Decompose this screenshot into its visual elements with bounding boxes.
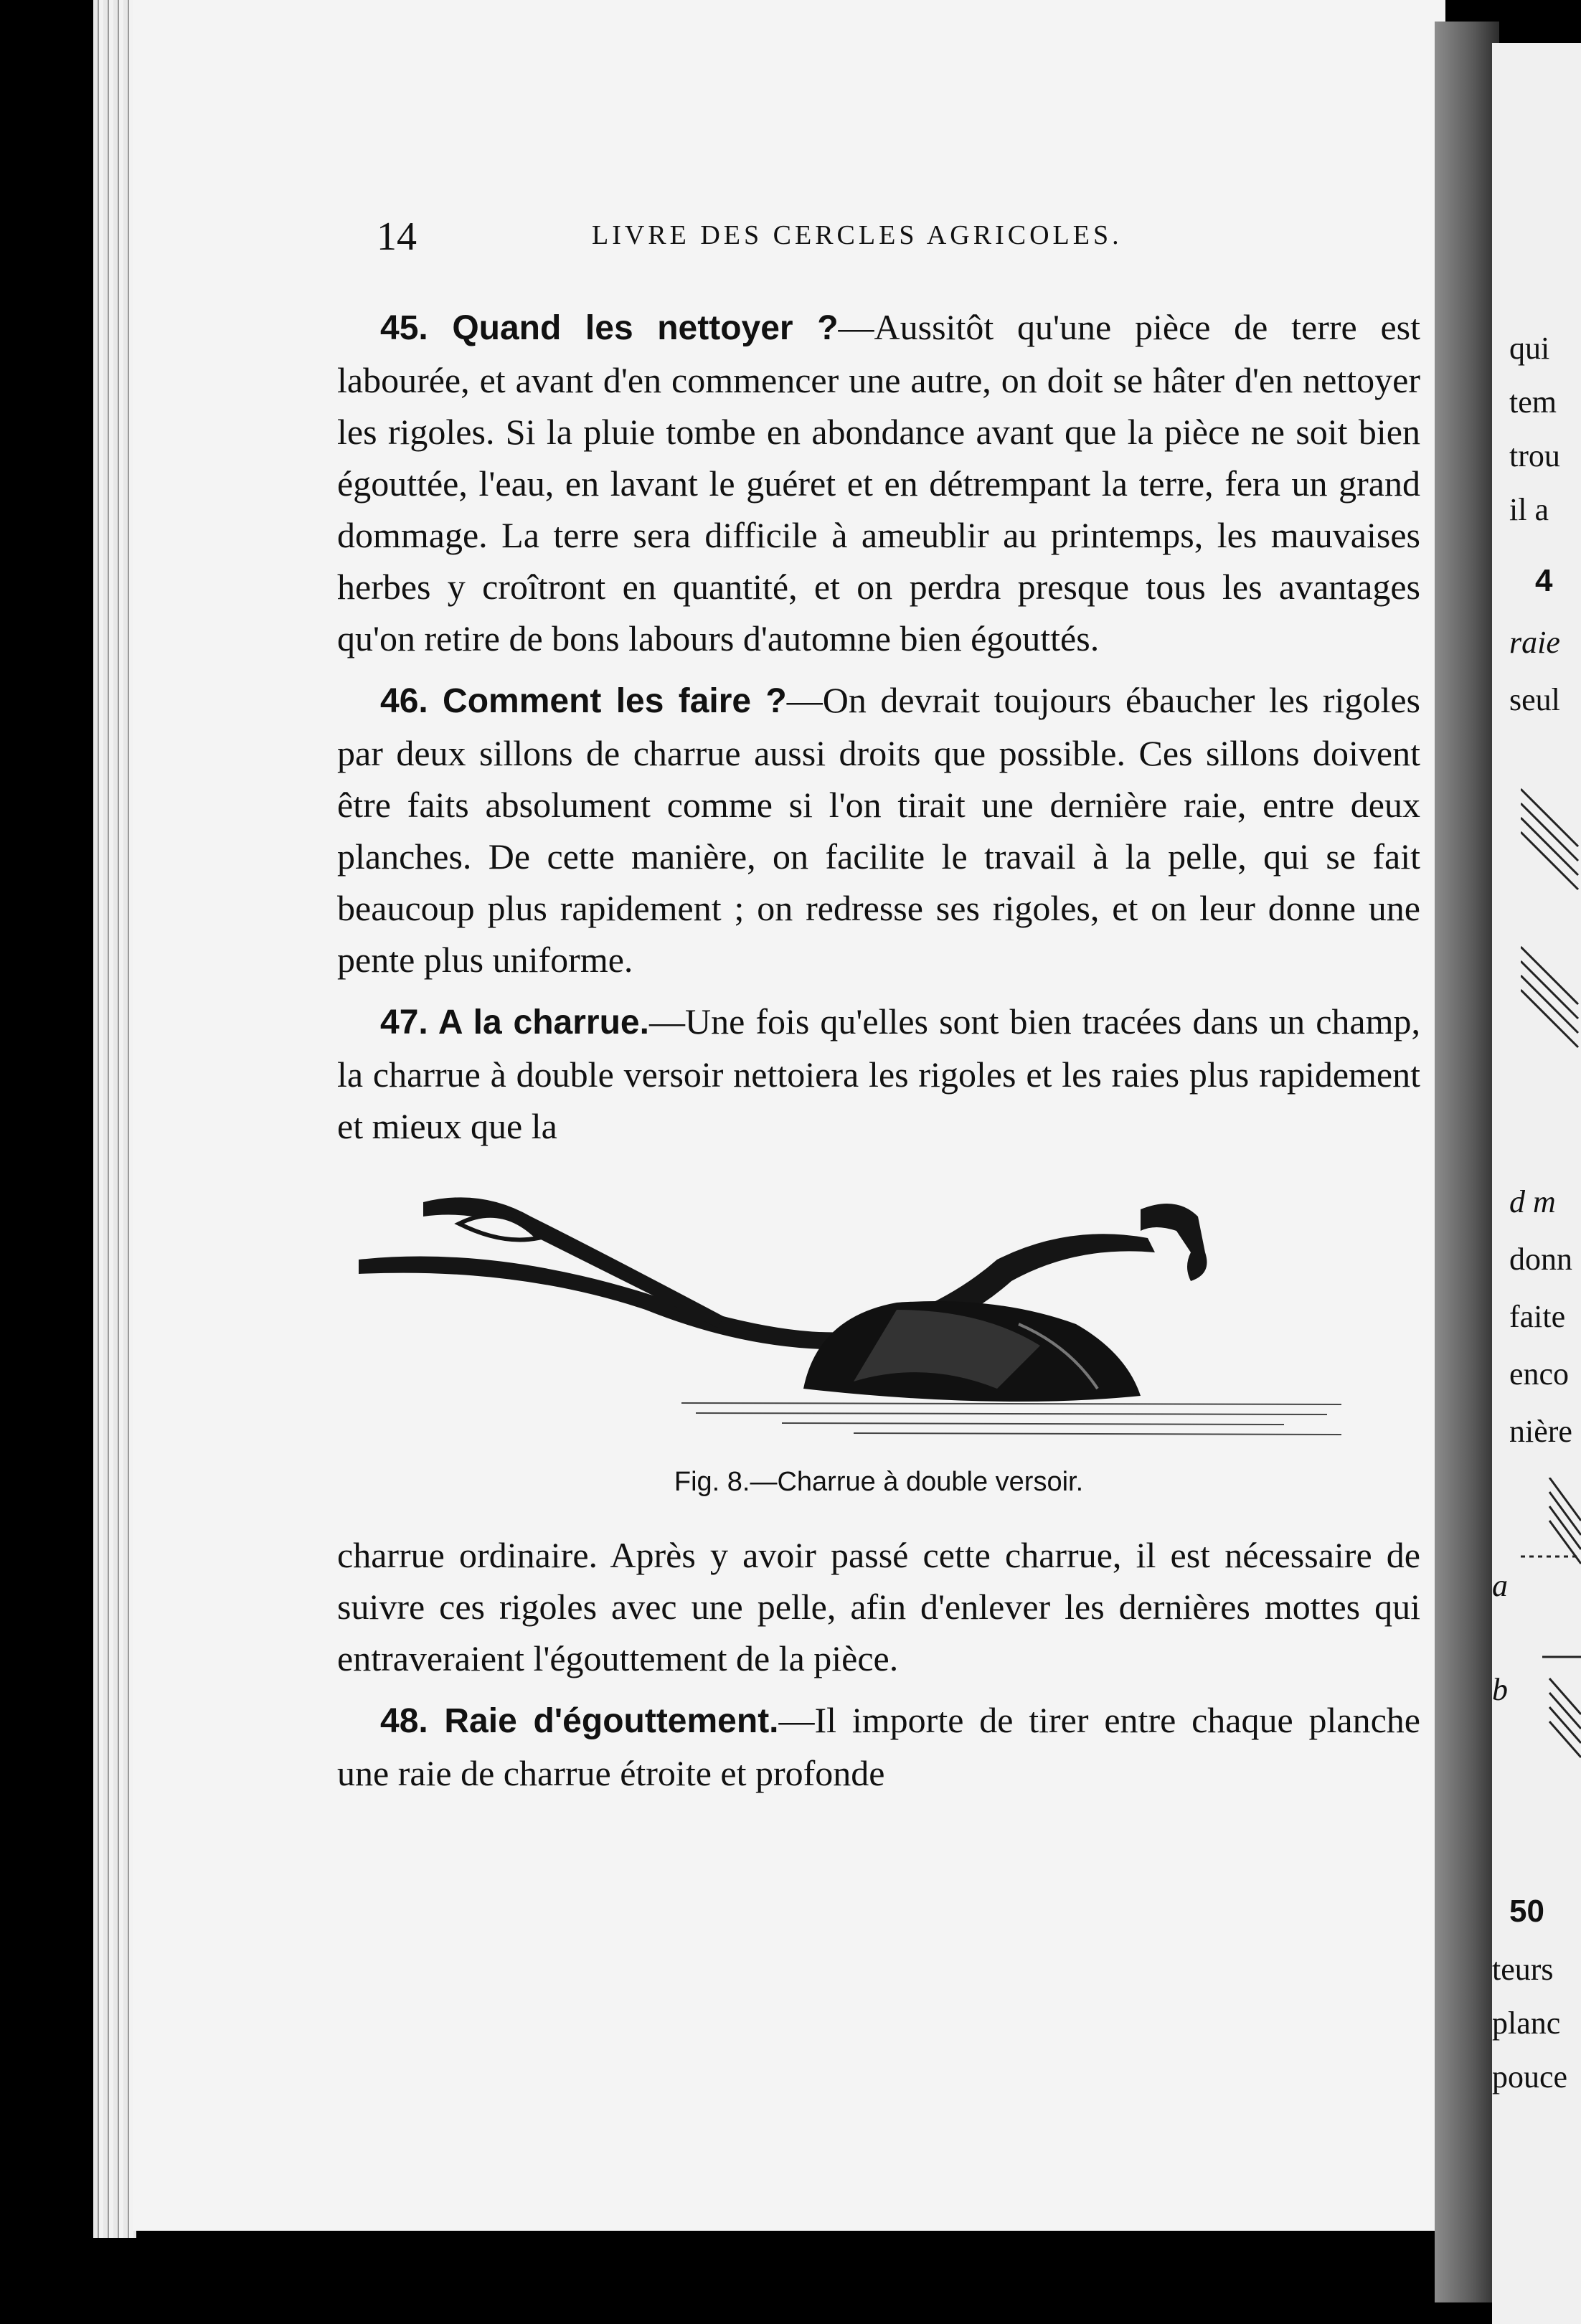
figure-plough — [337, 1173, 1420, 1508]
facing-text: teurs — [1492, 1952, 1554, 1987]
facing-figure-sketch — [1521, 775, 1581, 1062]
left-page-edge — [93, 0, 136, 2238]
paragraph-text: —Une fois qu'elles sont bien tracées dans un champ, la charrue à double versoir nettoiera les rigoles et les raies plus rapidement et mieux que la — [337, 1001, 1420, 1146]
page-number: 14 — [377, 214, 417, 259]
paragraph-text: —On devrait toujours ébaucher les rigoles par deux sillons de charrue aussi droits que possible. Ces sillons doivent être faits absolument comme si l'on tirait une dernière raie, entre deux planches. De cette manière, on facilite le travail à la pelle, qui se fait beaucoup plus rapidement ; on redresse ses rigoles, et on leur donne une pente plus uniforme. — [337, 680, 1420, 980]
paragraph-47-continued: charrue ordinaire. Après y avoir passé cette charrue, il est nécessaire de suivre ces rigoles avec une pelle, afin d'enlever les dernières mottes qui entraveraient l'égouttement de la pièce. — [337, 1535, 1420, 1678]
facing-text: faite — [1509, 1299, 1566, 1334]
facing-number: 50 — [1509, 1894, 1544, 1929]
facing-number: 4 — [1535, 563, 1553, 598]
running-head-title: LIVRE DES CERCLES AGRICOLES. — [592, 220, 1123, 250]
facing-text: seul — [1509, 682, 1560, 717]
facing-text: pouce — [1492, 2059, 1568, 2094]
facing-diagram-label: b — [1492, 1672, 1508, 1707]
facing-text: trou — [1509, 438, 1560, 473]
paragraph-47 — [337, 996, 1420, 1152]
double-mouldboard-plough-illustration — [351, 1173, 1406, 1453]
facing-text: qui — [1509, 331, 1550, 366]
facing-text: nière — [1509, 1414, 1572, 1449]
running-head — [377, 214, 1273, 271]
facing-text: raie — [1509, 625, 1560, 660]
paragraph-text: —Aussitôt qu'une pièce de terre est labourée, et avant d'en commencer une autre, on doit se hâter d'en nettoyer les rigoles. Si la pluie tombe en abondance avant que la pièce ne soit bien égouttée, l'eau, en lavant le guéret et en détrempant la terre, fera un grand dommage. La terre sera difficile à ameublir au printemps, les mauvaises herbes y croîtront en quantité, et on perdra presque tous les avantages qu'on retire de bons labours d'automne bien égouttés. — [337, 307, 1421, 658]
question-heading: 48. Raie d'égouttement. — [380, 1702, 779, 1740]
facing-text: enco — [1509, 1356, 1570, 1392]
facing-text: il a — [1509, 492, 1549, 527]
facing-page-fragment — [1492, 43, 1581, 2324]
question-heading: 47. A la charrue. — [380, 1003, 649, 1041]
facing-diagram-label: a — [1492, 1568, 1508, 1603]
paragraph-46 — [337, 674, 1420, 986]
paragraph-48 — [337, 1694, 1420, 1799]
facing-text: donn — [1509, 1242, 1572, 1277]
figure-caption: Fig. 8.—Charrue à double versoir. — [674, 1467, 1084, 1497]
facing-text: d m — [1509, 1184, 1556, 1219]
question-heading: 45. Quand les nettoyer ? — [380, 309, 839, 347]
facing-diagram-sketch — [1521, 1478, 1581, 1779]
facing-text: planc — [1492, 2006, 1561, 2041]
facing-text: tem — [1509, 384, 1557, 420]
question-heading: 46. Comment les faire ? — [380, 682, 787, 720]
paragraph-45 — [337, 301, 1420, 664]
paragraph-text: —Il importe de tirer entre chaque planche une raie de charrue étroite et profonde — [337, 1700, 1420, 1793]
book-gutter — [1435, 22, 1499, 2302]
body-text — [337, 301, 1420, 1809]
